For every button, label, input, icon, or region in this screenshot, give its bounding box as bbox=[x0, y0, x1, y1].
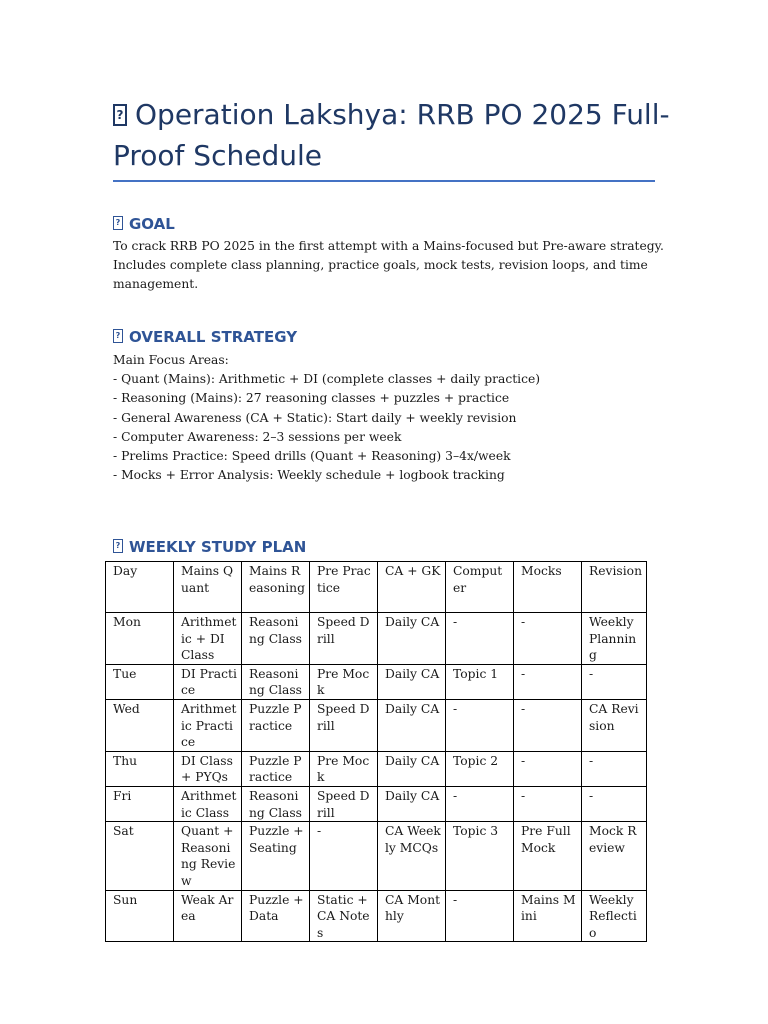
table-cell: Pre Mock bbox=[310, 664, 378, 699]
header-cell: Day bbox=[106, 562, 174, 613]
table-cell: Arithmetic Practice bbox=[174, 699, 242, 751]
table-cell: - bbox=[514, 664, 582, 699]
table-cell: Wed bbox=[106, 699, 174, 751]
title-divider bbox=[113, 180, 655, 182]
brain-icon bbox=[113, 329, 123, 343]
table-cell: Daily CA bbox=[378, 664, 446, 699]
goal-heading-text: GOAL bbox=[129, 215, 175, 233]
header-cell: Mains Reasoning bbox=[242, 562, 310, 613]
table-cell: Mon bbox=[106, 613, 174, 665]
table-cell: Puzzle + Seating bbox=[242, 822, 310, 890]
goal-heading bbox=[113, 214, 175, 234]
table-cell: Reasoning Class bbox=[242, 786, 310, 821]
table-cell: Daily CA bbox=[378, 699, 446, 751]
table-cell: Puzzle Practice bbox=[242, 751, 310, 786]
table-cell: Puzzle + Data bbox=[242, 890, 310, 942]
strategy-intro: Main Focus Areas: bbox=[113, 353, 229, 367]
table-cell: Thu bbox=[106, 751, 174, 786]
table-cell: Topic 3 bbox=[446, 822, 514, 890]
table-cell: - bbox=[582, 664, 647, 699]
table-cell: - bbox=[446, 786, 514, 821]
strategy-item: - Quant (Mains): Arithmetic + DI (complete classes + daily practice) bbox=[113, 372, 541, 387]
table-cell: Topic 2 bbox=[446, 751, 514, 786]
header-cell: Pre Practice bbox=[310, 562, 378, 613]
table-cell: - bbox=[582, 786, 647, 821]
table-cell: Mains Mini bbox=[514, 890, 582, 942]
table-cell: Arithmetic Class bbox=[174, 786, 242, 821]
table-cell: Speed Drill bbox=[310, 786, 378, 821]
table-row bbox=[106, 613, 647, 665]
weekly-plan-table bbox=[105, 561, 647, 942]
table-cell: Speed Drill bbox=[310, 613, 378, 665]
strategy-heading bbox=[113, 327, 297, 347]
target-icon bbox=[113, 216, 123, 230]
header-cell: Revision bbox=[582, 562, 647, 613]
table-cell: Fri bbox=[106, 786, 174, 821]
table-row bbox=[106, 751, 647, 786]
goal-paragraph bbox=[113, 237, 664, 295]
table-cell: - bbox=[514, 699, 582, 751]
strategy-item: - Mocks + Error Analysis: Weekly schedule + logbook tracking bbox=[113, 468, 505, 483]
table-cell: Reasoning Class bbox=[242, 664, 310, 699]
table-cell: Speed Drill bbox=[310, 699, 378, 751]
table-cell: Topic 1 bbox=[446, 664, 514, 699]
table-cell: Weekly Planning bbox=[582, 613, 647, 665]
table-cell: Static + CA Notes bbox=[310, 890, 378, 942]
table-cell: Weekly Reflectio bbox=[582, 890, 647, 942]
table-cell: Reasoning Class bbox=[242, 613, 310, 665]
goal-line: To crack RRB PO 2025 in the first attempt with a Mains-focused but Pre-aware strategy. bbox=[113, 239, 664, 253]
table-cell: Pre Full Mock bbox=[514, 822, 582, 890]
table-cell: Daily CA bbox=[378, 613, 446, 665]
strategy-heading-text: OVERALL STRATEGY bbox=[129, 328, 298, 346]
table-cell: Tue bbox=[106, 664, 174, 699]
header-cell: CA + GK bbox=[378, 562, 446, 613]
strategy-item: - Computer Awareness: 2–3 sessions per week bbox=[113, 429, 402, 444]
goal-line: management. bbox=[113, 277, 199, 292]
table-cell: CA Revision bbox=[582, 699, 647, 751]
table-cell: Arithmetic + DI Class bbox=[174, 613, 242, 665]
strategy-item: - Prelims Practice: Speed drills (Quant + Reasoning) 3–4x/week bbox=[113, 449, 511, 464]
table-row bbox=[106, 664, 647, 699]
header-cell: Mains Quant bbox=[174, 562, 242, 613]
table-cell: DI Practice bbox=[174, 664, 242, 699]
header-cell: Computer bbox=[446, 562, 514, 613]
table-cell: - bbox=[446, 613, 514, 665]
table-cell: - bbox=[310, 822, 378, 890]
table-cell: DI Class + PYQs bbox=[174, 751, 242, 786]
table-cell: Mock Review bbox=[582, 822, 647, 890]
strategy-item: - Reasoning (Mains): 27 reasoning classes + puzzles + practice bbox=[113, 391, 510, 406]
strategy-list bbox=[113, 351, 658, 485]
table-row bbox=[106, 699, 647, 751]
table-cell: - bbox=[446, 699, 514, 751]
table-row bbox=[106, 786, 647, 821]
table-cell: Weak Area bbox=[174, 890, 242, 942]
table-row bbox=[106, 822, 647, 890]
table-cell: Pre Mock bbox=[310, 751, 378, 786]
table-cell: Puzzle Practice bbox=[242, 699, 310, 751]
page-title bbox=[113, 94, 673, 176]
table-cell: - bbox=[582, 751, 647, 786]
table-row bbox=[106, 890, 647, 942]
table-cell: Quant + Reasoning Review bbox=[174, 822, 242, 890]
table-cell: CA Monthly bbox=[378, 890, 446, 942]
strategy-item: - General Awareness (CA + Static): Start daily + weekly revision bbox=[113, 410, 517, 425]
table-cell: - bbox=[514, 786, 582, 821]
table-cell: Daily CA bbox=[378, 786, 446, 821]
table-cell: Sun bbox=[106, 890, 174, 942]
table-cell: Daily CA bbox=[378, 751, 446, 786]
header-cell: Mocks bbox=[514, 562, 582, 613]
table-cell: - bbox=[446, 890, 514, 942]
calendar-icon bbox=[113, 539, 123, 553]
plan-heading bbox=[113, 537, 306, 557]
table-header-row bbox=[106, 562, 647, 613]
table-cell: - bbox=[514, 613, 582, 665]
plan-heading-text: WEEKLY STUDY PLAN bbox=[129, 538, 307, 556]
table-cell: - bbox=[514, 751, 582, 786]
table-cell: CA Weekly MCQs bbox=[378, 822, 446, 890]
table-cell: Sat bbox=[106, 822, 174, 890]
page-title-text: Operation Lakshya: RRB PO 2025 Full-Proof Schedule bbox=[113, 98, 670, 172]
target-icon bbox=[113, 104, 127, 126]
goal-line: Includes complete class planning, practice goals, mock tests, revision loops, and time bbox=[113, 258, 648, 273]
